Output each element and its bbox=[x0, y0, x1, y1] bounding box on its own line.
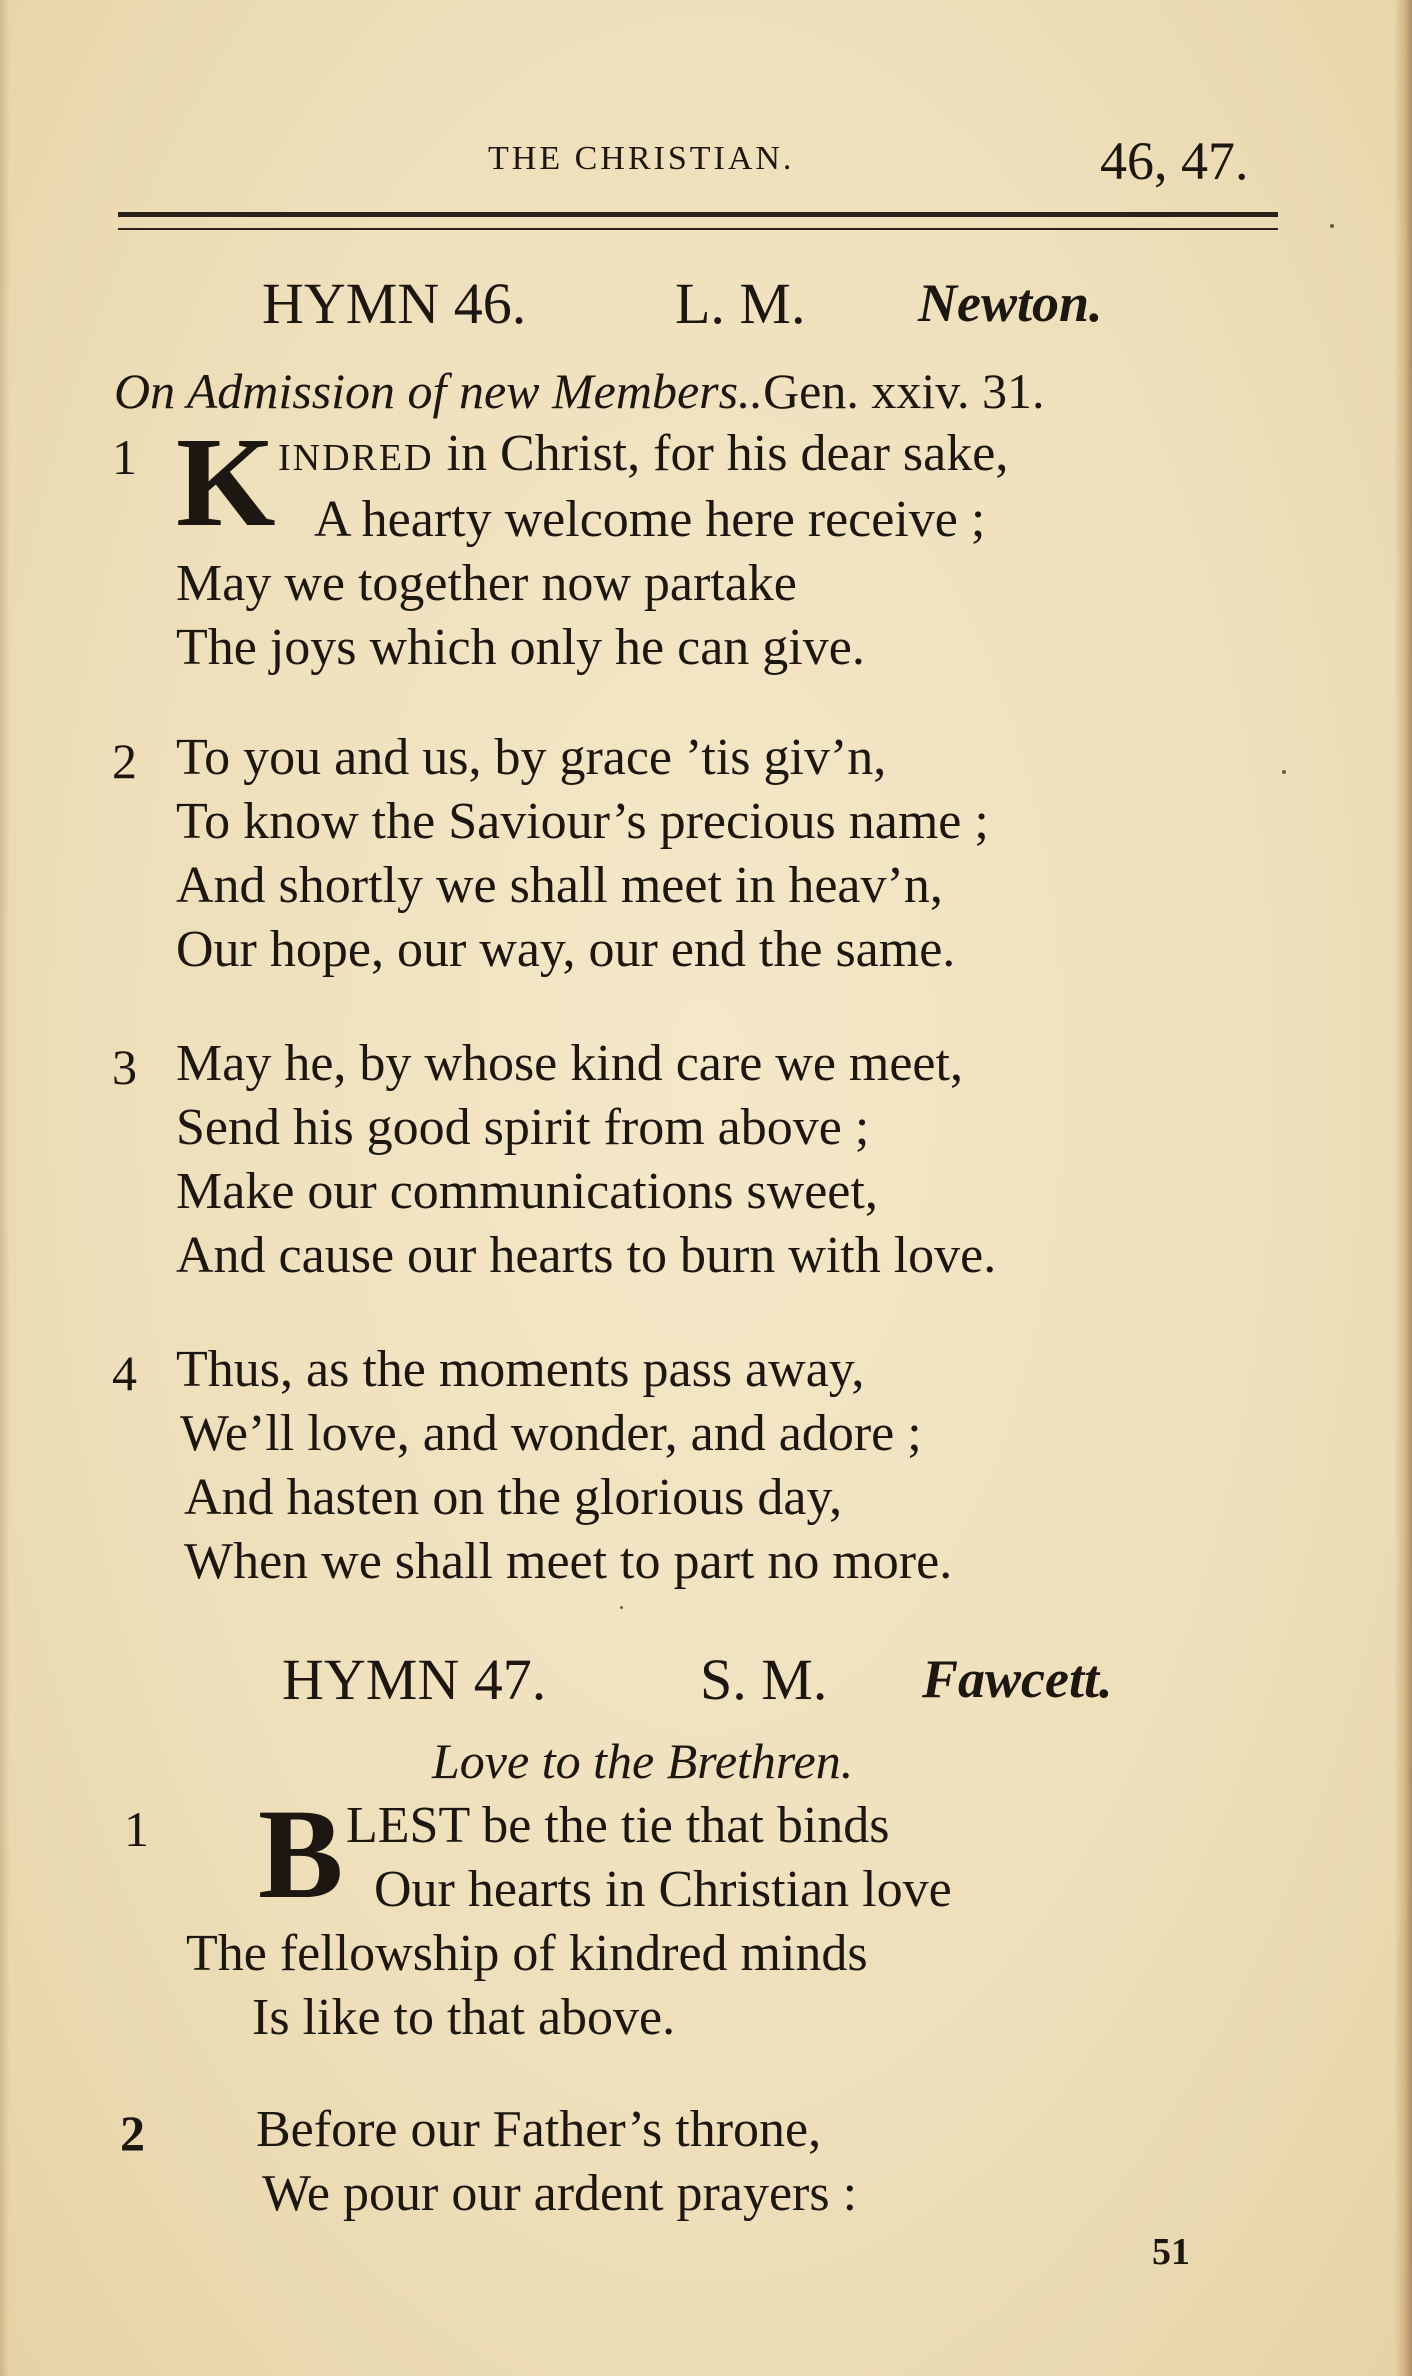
verse-number: 2 bbox=[112, 733, 137, 789]
verse-line: We pour our ardent prayers : bbox=[262, 2165, 858, 2222]
verse-number: 4 bbox=[112, 1345, 137, 1401]
verse-line: We’ll love, and wonder, and adore ; bbox=[180, 1405, 922, 1462]
verse-line bbox=[278, 424, 1008, 483]
verse-line: And shortly we shall meet in heav’n, bbox=[176, 857, 943, 914]
verse-line: To you and us, by grace ’tis giv’n, bbox=[176, 729, 887, 786]
hymn-46-title: HYMN 46. bbox=[262, 271, 527, 336]
verse-line-text: in Christ, for his dear sake, bbox=[433, 425, 1009, 482]
verse-line: And hasten on the glorious day, bbox=[184, 1469, 843, 1526]
verse-number: 3 bbox=[112, 1039, 137, 1095]
verse-line: Is like to that above. bbox=[252, 1989, 676, 2046]
verse-line: And cause our hearts to burn with love. bbox=[176, 1227, 997, 1284]
page-folio: 51 bbox=[1152, 2231, 1190, 2273]
verse-line: Our hope, our way, our end the same. bbox=[176, 921, 956, 978]
hymn-47-title: HYMN 47. bbox=[282, 1647, 547, 1712]
verse-line: May we together now partake bbox=[176, 555, 797, 612]
dropcap-b: B bbox=[258, 1783, 344, 1925]
hymn-46-scripture: Gen. xxiv. 31. bbox=[763, 363, 1045, 419]
running-head: THE CHRISTIAN. bbox=[488, 140, 795, 177]
hymn-47-subtitle-text: Love to the Brethren. bbox=[432, 1733, 854, 1789]
paper-speck bbox=[1282, 770, 1286, 774]
verse-line: Thus, as the moments pass away, bbox=[176, 1341, 865, 1398]
verse-line: When we shall meet to part no more. bbox=[184, 1533, 953, 1590]
verse-line: The joys which only he can give. bbox=[176, 619, 865, 676]
hymn-46-author: Newton. bbox=[918, 273, 1103, 333]
page-edge-right bbox=[1394, 0, 1412, 2376]
verse-line: May he, by whose kind care we meet, bbox=[176, 1035, 963, 1092]
verse-line: Before our Father’s throne, bbox=[256, 2101, 822, 2158]
verse-line: Make our communications sweet, bbox=[176, 1163, 878, 1220]
verse-line: LEST be the tie that binds bbox=[346, 1797, 890, 1854]
header-rule-thick bbox=[118, 212, 1278, 217]
hymn-47-meter: S. M. bbox=[700, 1647, 828, 1712]
paper-speck bbox=[620, 1606, 623, 1609]
verse-number: 1 bbox=[124, 1801, 149, 1857]
verse-number: 1 bbox=[112, 429, 137, 485]
verse-line: A hearty welcome here receive ; bbox=[314, 491, 986, 548]
paper-speck bbox=[1330, 224, 1334, 228]
header-rule-thin bbox=[118, 228, 1278, 230]
verse-smallcaps: INDRED bbox=[278, 437, 434, 479]
page-edge-left bbox=[0, 0, 10, 2376]
hymn-47-subtitle bbox=[432, 1732, 853, 1790]
page-numbers: 46, 47. bbox=[1100, 131, 1249, 191]
hymn-46-subtitle-text: On Admission of new Members.. bbox=[114, 363, 764, 419]
hymn-46-meter: L. M. bbox=[675, 271, 806, 336]
verse-line: Our hearts in Christian love bbox=[374, 1861, 952, 1918]
hymn-47-author: Fawcett. bbox=[922, 1649, 1113, 1709]
verse-line: Send his good spirit from above ; bbox=[176, 1099, 870, 1156]
dropcap-k: K bbox=[176, 411, 276, 553]
verse-number: 2 bbox=[120, 2105, 145, 2161]
verse-line: The fellowship of kindred minds bbox=[186, 1925, 868, 1982]
verse-line: To know the Saviour’s precious name ; bbox=[176, 793, 989, 850]
